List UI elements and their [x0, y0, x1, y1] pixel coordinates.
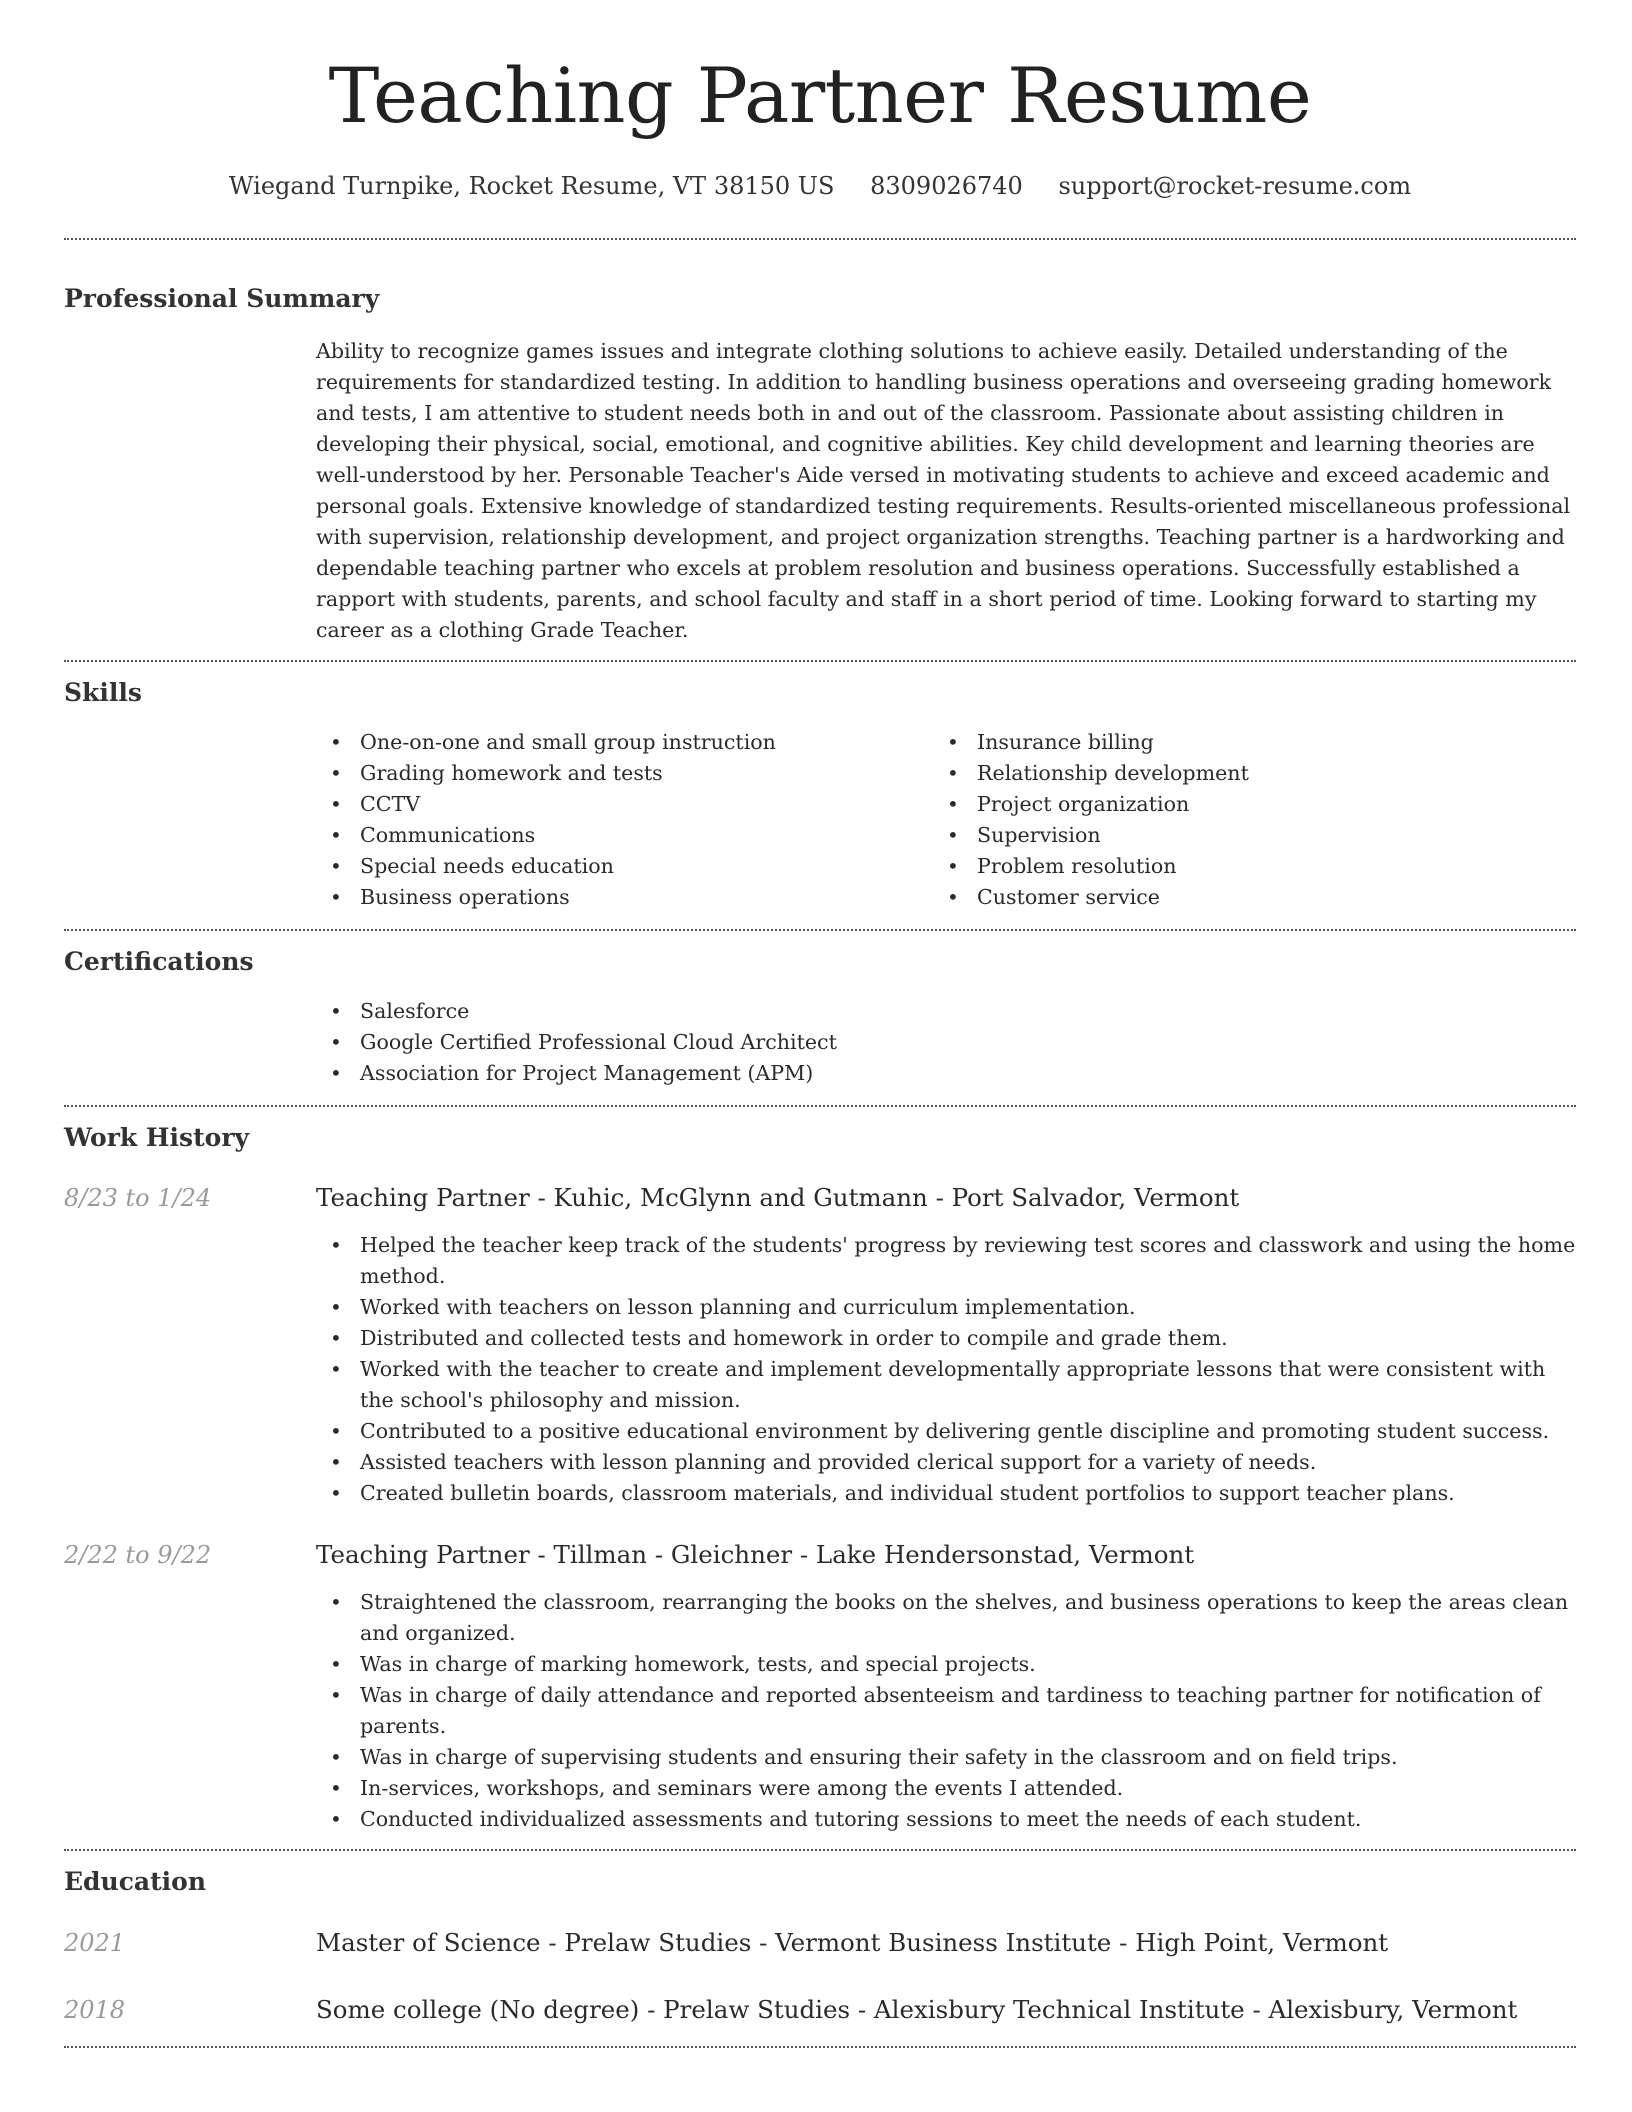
skill-item: • Communications	[316, 820, 933, 851]
skill-item: • Customer service	[933, 882, 1550, 913]
contact-phone: 8309026740	[870, 172, 1023, 200]
certifications-list	[316, 996, 1576, 1089]
divider	[64, 929, 1576, 931]
skill-item: • Relationship development	[933, 758, 1550, 789]
job-title: Teaching Partner - Kuhic, McGlynn and Gutmann - Port Salvador, Vermont	[316, 1183, 1240, 1212]
job-dates: 8/23 to 1/24	[64, 1184, 212, 1212]
education-year: 2018	[64, 1996, 126, 2024]
education-detail: Some college (No degree) - Prelaw Studies - Alexisbury Technical Institute - Alexisbury, Vermont	[316, 1995, 1518, 2024]
duty-item: • Assisted teachers with lesson planning and provided clerical support for a variety of needs.	[316, 1447, 1576, 1478]
skill-item: • Project organization	[933, 789, 1550, 820]
duty-item: • Conducted individualized assessments and tutoring sessions to meet the needs of each student.	[316, 1804, 1576, 1835]
skill-item: • Supervision	[933, 820, 1550, 851]
job-dates: 2/22 to 9/22	[64, 1541, 212, 1569]
education-entry	[64, 1928, 1576, 1957]
skill-item: • One-on-one and small group instruction	[316, 727, 933, 758]
divider	[64, 2046, 1576, 2048]
duty-item: • Straightened the classroom, rearranging the books on the shelves, and business operations to keep the areas clean and organized.	[316, 1587, 1576, 1649]
summary-heading: Professional Summary	[64, 284, 380, 313]
job-duties	[316, 1230, 1576, 1509]
divider	[64, 1849, 1576, 1851]
resume-title: Teaching Partner Resume	[328, 51, 1312, 140]
education-year: 2021	[64, 1929, 126, 1957]
skill-item: • Grading homework and tests	[316, 758, 933, 789]
work-section	[64, 1125, 1576, 1835]
certification-item: • Google Certified Professional Cloud Architect	[316, 1027, 1576, 1058]
skills-section	[64, 680, 1576, 913]
summary-section	[64, 286, 1576, 646]
duty-item: • Worked with the teacher to create and implement developmentally appropriate lessons that were consistent with the school's philosophy and mission.	[316, 1354, 1576, 1416]
skill-item: • Business operations	[316, 882, 933, 913]
contact-line	[64, 172, 1576, 200]
certifications-heading: Certifications	[64, 947, 254, 976]
skill-item: • CCTV	[316, 789, 933, 820]
skill-item: • Special needs education	[316, 851, 933, 882]
skills-column-right	[933, 727, 1550, 913]
skills-column-left	[316, 727, 933, 913]
certification-item: • Association for Project Management (APM)	[316, 1058, 1576, 1089]
resume-page	[64, 0, 1576, 2048]
education-heading: Education	[64, 1867, 207, 1896]
skills-list	[316, 727, 1576, 913]
duty-item: • In-services, workshops, and seminars were among the events I attended.	[316, 1773, 1576, 1804]
education-section	[64, 1869, 1576, 2024]
divider	[64, 1105, 1576, 1107]
job-title: Teaching Partner - Tillman - Gleichner - Lake Hendersonstad, Vermont	[316, 1540, 1195, 1569]
duty-item: • Was in charge of supervising students and ensuring their safety in the classroom and on field trips.	[316, 1742, 1576, 1773]
duty-item: • Contributed to a positive educational environment by delivering gentle discipline and promoting student success.	[316, 1416, 1576, 1447]
contact-email: support@rocket-resume.com	[1058, 172, 1412, 200]
divider	[64, 660, 1576, 662]
duty-item: • Helped the teacher keep track of the students' progress by reviewing test scores and classwork and using the home method.	[316, 1230, 1576, 1292]
skill-item: • Insurance billing	[933, 727, 1550, 758]
duty-item: • Created bulletin boards, classroom materials, and individual student portfolios to support teacher plans.	[316, 1478, 1576, 1509]
job-duties	[316, 1587, 1576, 1835]
education-entry	[64, 1995, 1576, 2024]
certifications-section	[64, 949, 1576, 1089]
skill-item: • Problem resolution	[933, 851, 1550, 882]
work-heading: Work History	[64, 1123, 250, 1152]
certification-item: • Salesforce	[316, 996, 1576, 1027]
contact-address: Wiegand Turnpike, Rocket Resume, VT 38150 US	[228, 172, 835, 200]
skills-heading: Skills	[64, 678, 142, 707]
job-header	[64, 1183, 1576, 1212]
summary-text: Ability to recognize games issues and integrate clothing solutions to achieve easily. Detailed understanding of the requirements for standardized testing. In addition to handling business operations and overseeing grading homework and tests, I am attentive to student needs both in and out of the classroom. Passionate about assisting children in developing their physical, social, emotional, and cognitive abilities. Key child development and learning theories are well-understood by her. Personable Teacher's Aide versed in motivating students to achieve and exceed academic and personal goals. Extensive knowledge of standardized testing requirements. Results-oriented miscellaneous professional with supervision, relationship development, and project organization strengths. Teaching partner is a hardworking and dependable teaching partner who excels at problem resolution and business operations. Successfully established a rapport with students, parents, and school faculty and staff in a short period of time. Looking forward to starting my career as a clothing Grade Teacher.	[316, 339, 1571, 642]
duty-item: • Worked with teachers on lesson planning and curriculum implementation.	[316, 1292, 1576, 1323]
education-detail: Master of Science - Prelaw Studies - Vermont Business Institute - High Point, Vermont	[316, 1928, 1389, 1957]
job-header	[64, 1540, 1576, 1569]
duty-item: • Was in charge of marking homework, tests, and special projects.	[316, 1649, 1576, 1680]
duty-item: • Distributed and collected tests and homework in order to compile and grade them.	[316, 1323, 1576, 1354]
duty-item: • Was in charge of daily attendance and reported absenteeism and tardiness to teaching partner for notification of parents.	[316, 1680, 1576, 1742]
divider	[64, 238, 1576, 240]
